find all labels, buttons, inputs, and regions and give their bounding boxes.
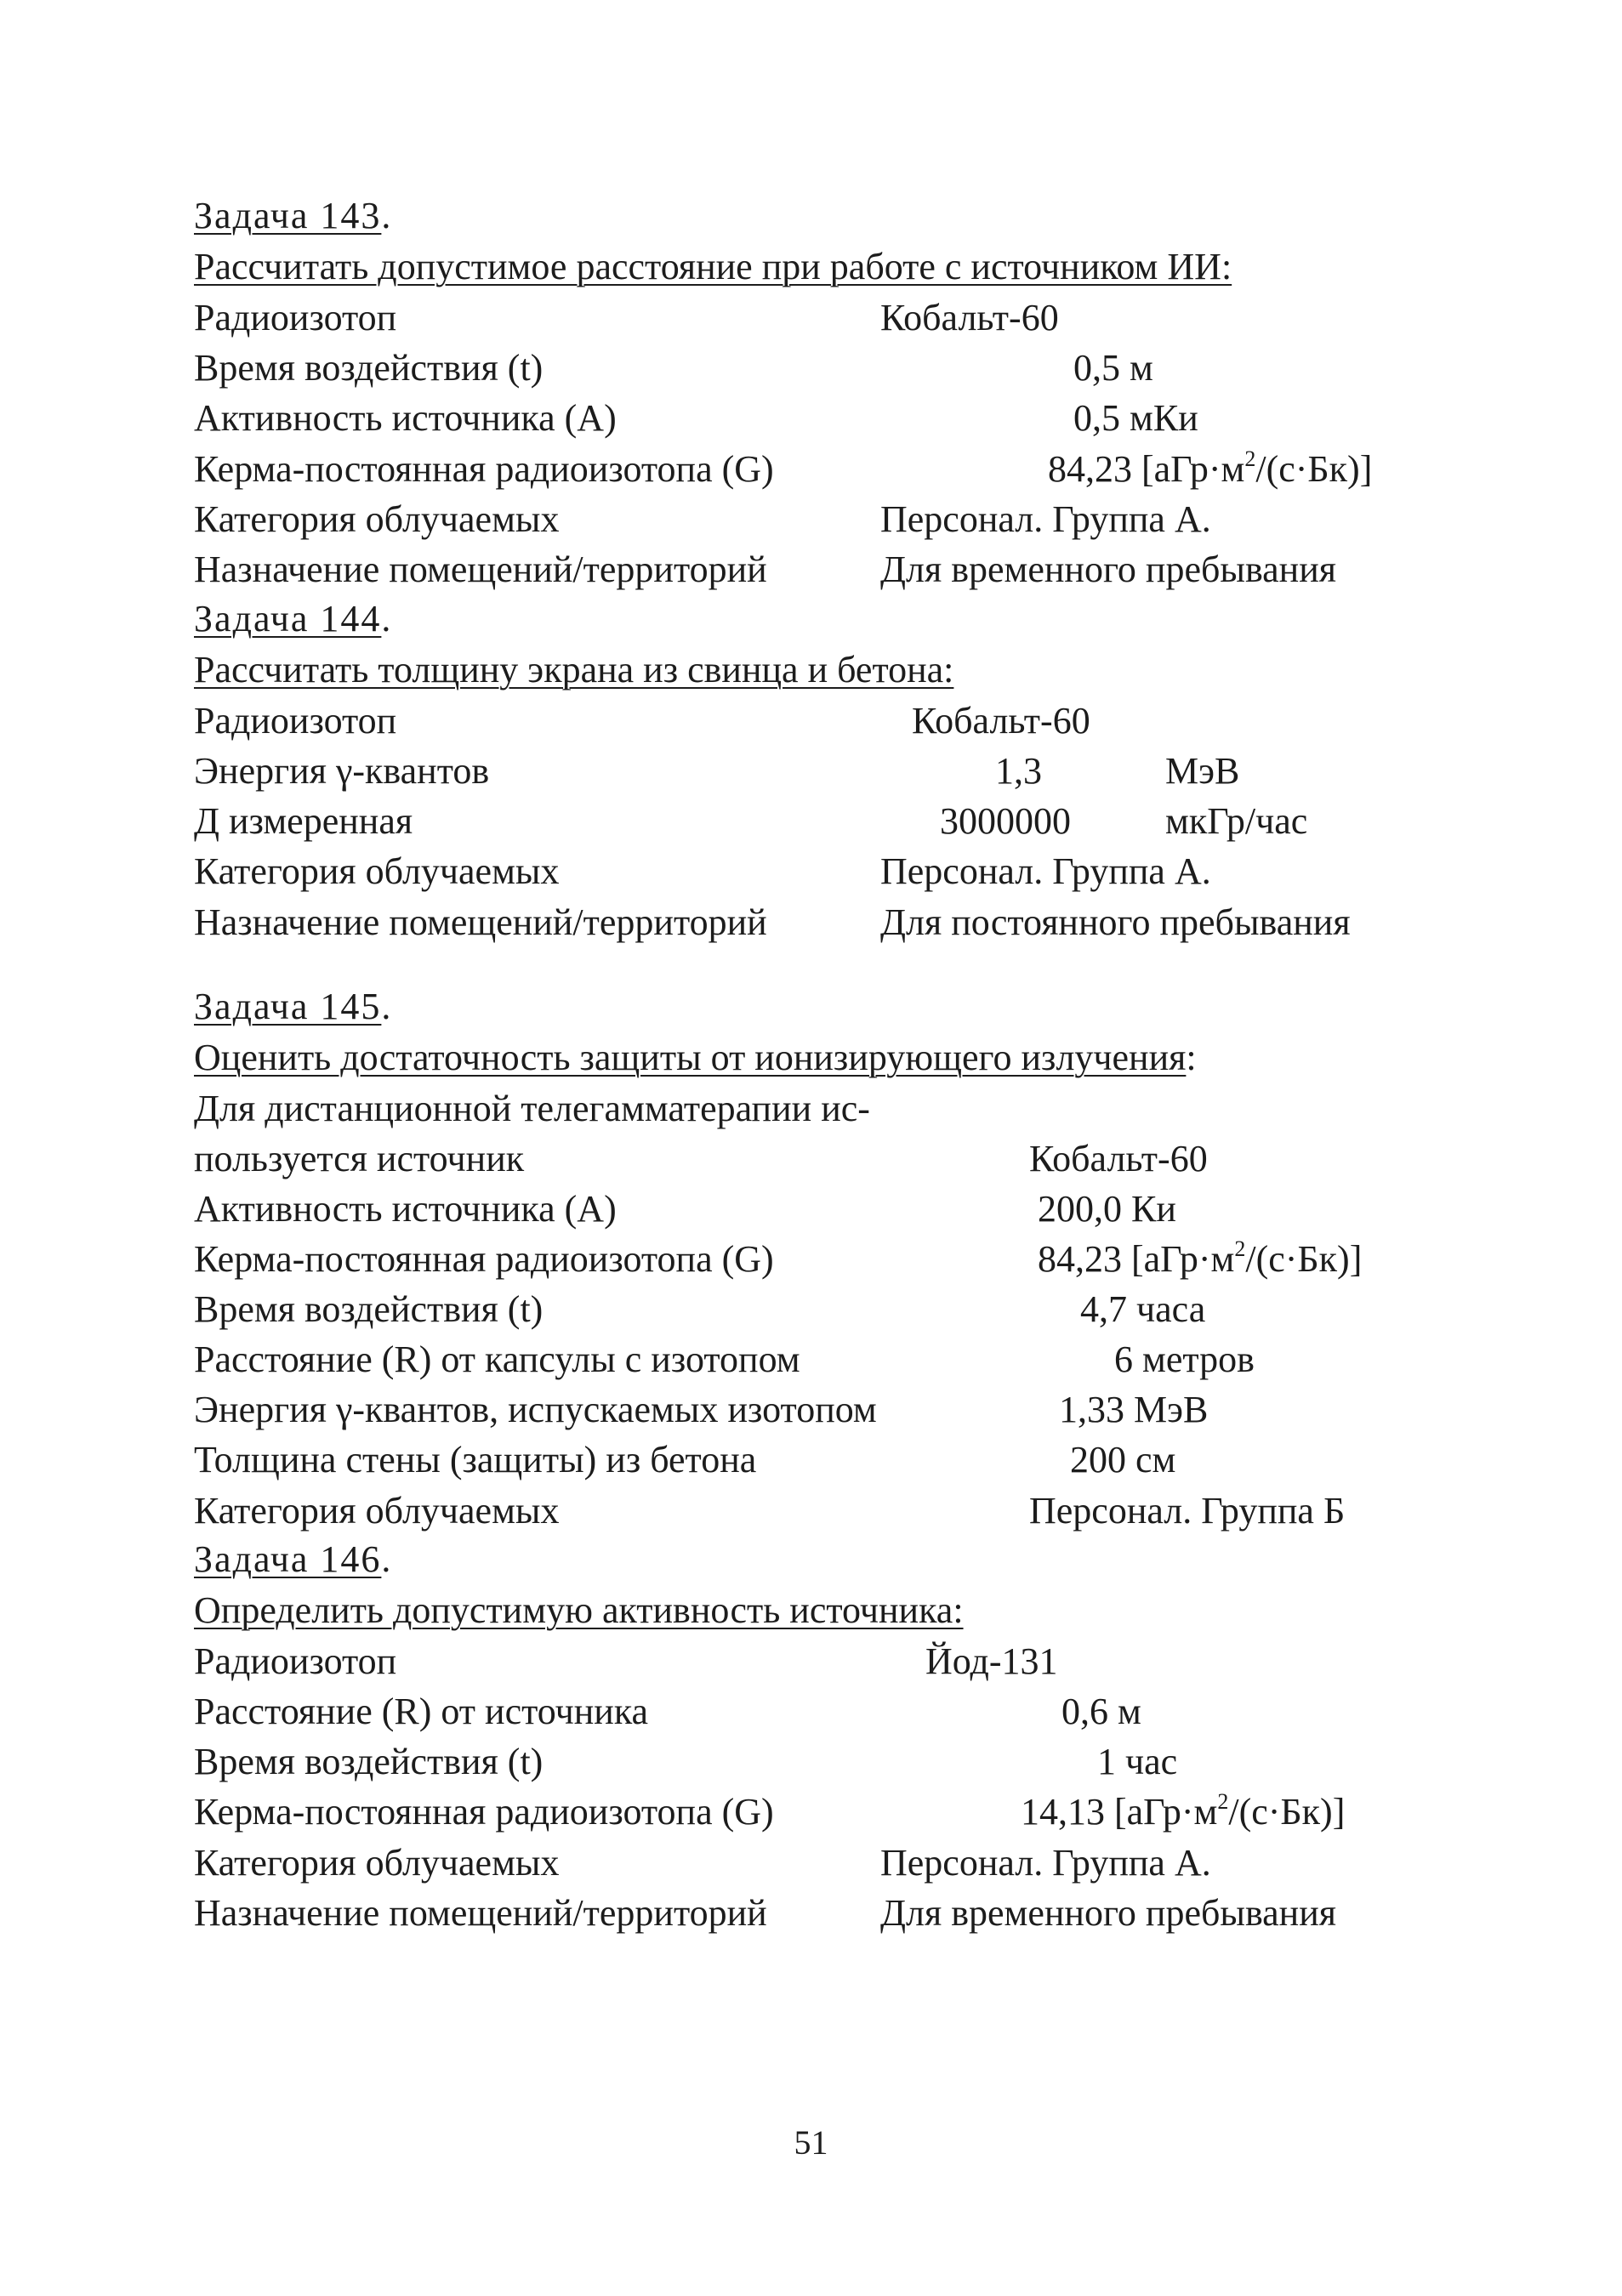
t145-label-source-line2: пользуется источник [194,1138,525,1179]
t143-label-kerma: Керма-постоянная радиоизотопа (G) [194,448,774,490]
t146-value-radioisotope: Йод-131 [925,1640,1058,1682]
t146-value-purpose: Для временного пребывания [880,1892,1337,1934]
t145-value-time: 4,7 часа [1080,1288,1206,1330]
t145-value-wall: 200 см [1070,1439,1176,1480]
t144-label-energy: Энергия γ-квантов [194,750,490,792]
t145-label-category: Категория облучаемых [194,1490,560,1532]
page-number: 51 [794,2123,828,2162]
t145-label-distance: Расстояние (R) от капсулы с изотопом [194,1338,800,1380]
t146-label-purpose: Назначение помещений/территорий [194,1892,767,1934]
t143-value-kerma: 84,23 $[аГр\cdot м^2/(с\cdot Бк)]$ [1048,446,1373,490]
t145-label-energy: Энергия γ-квантов, испускаемых изотопом [194,1389,877,1430]
t145-label-wall: Толщина стены (защиты) из бетона [194,1439,757,1480]
t143-value-radioisotope: Кобальт-60 [880,297,1059,338]
t144-label-purpose: Назначение помещений/территорий [194,901,767,943]
t146-label-kerma: Керма-постоянная радиоизотопа (G) [194,1791,774,1833]
t145-value-activity: 200,0 Ки [1038,1188,1176,1230]
t143-label-activity: Активность источника (А) [194,397,617,439]
t145-value-category: Персонал. Группа Б [1029,1490,1346,1532]
t146-value-distance: 0,6 м [1061,1691,1141,1732]
task-146-statement: Определить допустимую активность источника: [194,1589,964,1631]
t144-value-purpose: Для постоянного пребывания [880,901,1351,943]
t145-value-distance: 6 метров [1114,1338,1255,1380]
t143-label-radioisotope: Радиоизотоп [194,297,397,338]
t145-label-kerma: Керма-постоянная радиоизотопа (G) [194,1238,774,1280]
t143-value-time: 0,5 м [1073,347,1153,389]
t146-value-category: Персонал. Группа А. [880,1842,1211,1884]
t146-label-category: Категория облучаемых [194,1842,560,1884]
t144-label-category: Категория облучаемых [194,850,560,892]
t146-label-time: Время воздействия (t) [194,1741,544,1782]
t143-value-category: Персонал. Группа А. [880,498,1211,540]
t145-value-source: Кобальт-60 [1029,1138,1208,1179]
task-146-title: Задача 146. [194,1538,391,1580]
t146-value-kerma: 14,13 $[аГр\cdot м^2/(с\cdot Бк)]$ [1021,1789,1346,1833]
t144-label-dose: Д измеренная [194,800,413,842]
task-145-title: Задача 145. [194,986,391,1027]
task-143-title: Задача 143. [194,195,391,236]
t144-unit-dose: мкГр/час [1165,800,1308,842]
t146-value-time: 1 час [1097,1741,1178,1782]
t146-label-distance: Расстояние (R) от источника [194,1691,649,1732]
t144-value-energy: 1,3 [995,750,1042,792]
task-143-statement: Рассчитать допустимое расстояние при работе с источником ИИ: [194,246,1232,287]
t143-label-purpose: Назначение помещений/территорий [194,548,767,590]
task-144-title: Задача 144. [194,598,391,639]
t144-unit-energy: МэВ [1165,750,1240,792]
t144-label-radioisotope: Радиоизотоп [194,700,397,742]
t143-label-time: Время воздействия (t) [194,347,544,389]
t145-label-time: Время воздействия (t) [194,1288,544,1330]
t145-value-energy: 1,33 МэВ [1059,1389,1209,1430]
t145-label-source-line1: Для дистанционной телегамматерапии ис- [194,1088,870,1129]
t144-value-category: Персонал. Группа А. [880,850,1211,892]
t143-label-category: Категория облучаемых [194,498,560,540]
t146-label-radioisotope: Радиоизотоп [194,1640,397,1682]
t145-value-kerma: 84,23 $[аГр\cdot м^2/(с\cdot Бк)]$ [1038,1236,1363,1280]
t144-value-radioisotope: Кобальт-60 [912,700,1090,742]
t143-value-purpose: Для временного пребывания [880,548,1337,590]
t143-value-activity: 0,5 мКи [1073,397,1198,439]
t144-value-dose: 3000000 [940,800,1071,842]
t145-label-activity: Активность источника (А) [194,1188,617,1230]
task-144-statement: Рассчитать толщину экрана из свинца и бетона: [194,649,954,691]
task-145-statement: Оценить достаточность защиты от ионизирующего излучения: [194,1037,1197,1078]
